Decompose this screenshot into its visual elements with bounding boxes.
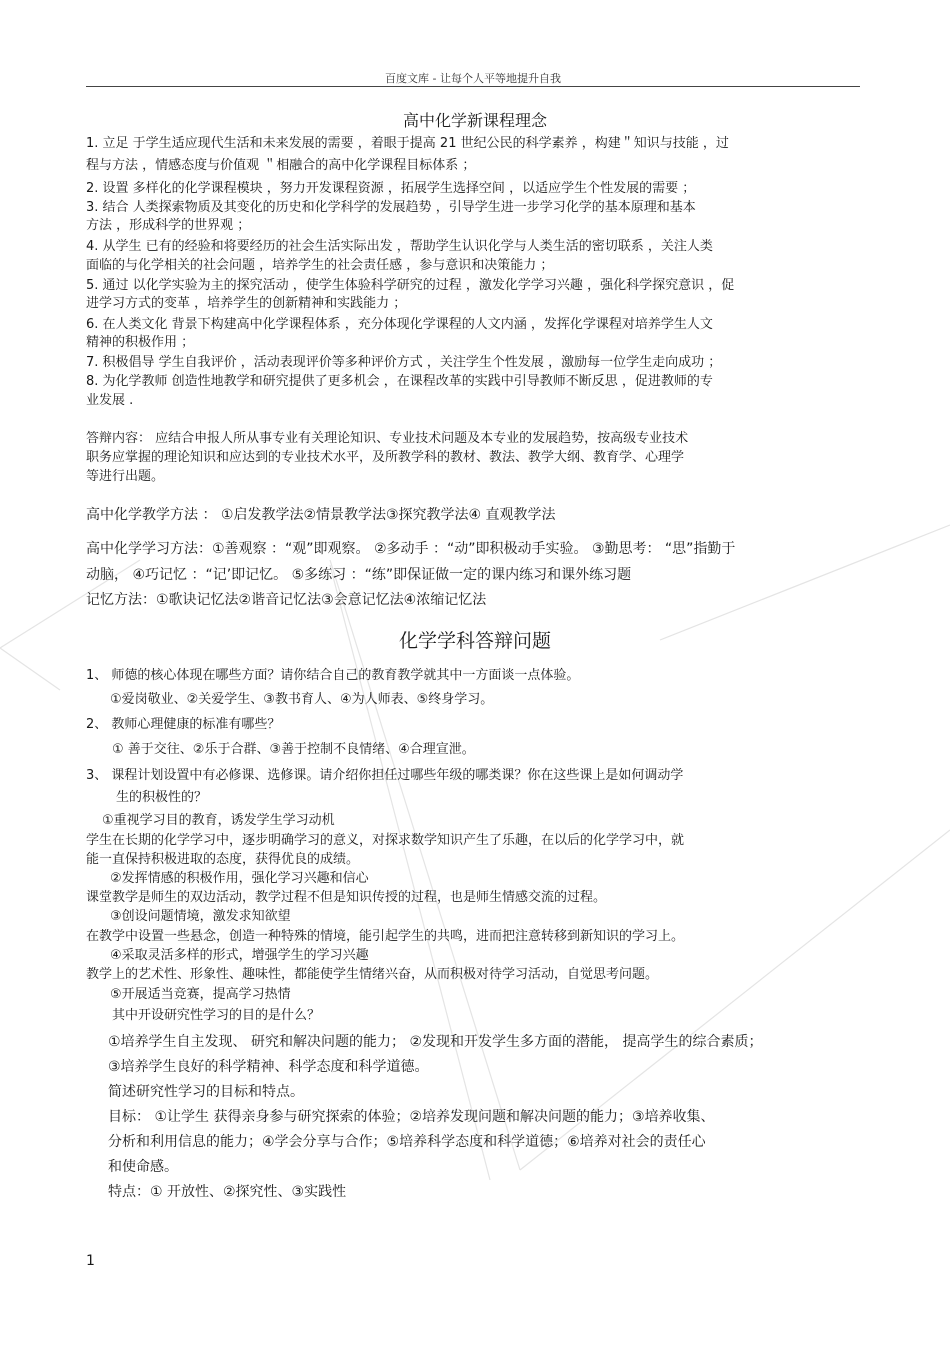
- research-goals: 和使命感。: [108, 1159, 178, 1175]
- answer-3-point: ⑤开展适当竞赛，提高学习热情: [110, 987, 291, 1002]
- answer-content-line: 答辩内容： 应结合申报人所从事专业有关理论知识、专业技术问题及本专业的发展趋势，按高级专业技术: [86, 431, 689, 446]
- section1-line: 1. 立足 于学生适应现代生活和未来发展的需要 ，着眼于提高 21 世纪公民的科学素养 ，构建＂知识与技能 ，过: [86, 136, 729, 151]
- section1-line: 方法 ，形成科学的世界观 ；: [86, 218, 251, 233]
- section1-line: 面临的与化学相关的社会问题 ，培养学生的社会责任感 ，参与意识和决策能力 ；: [86, 258, 554, 273]
- section1-line: 3. 结合 人类探索物质及其变化的历史和化学科学的发展趋势 ，引导学生进一步学习化学的基本原理和基本: [86, 200, 696, 215]
- question-3: 3、 课程计划设置中有必修课、选修课。请介绍你担任过哪些年级的哪类课？你在这些课上是如何调动学: [86, 768, 684, 783]
- page-number: 1: [86, 1253, 95, 1269]
- question-3-cont: 生的积极性的？: [116, 790, 208, 805]
- section1-line: 5. 通过 以化学实验为主的探究活动 ，使学生体验科学研究的过程 ，激发化学学习兴趣 ，强化科学探究意识 ，促: [86, 278, 735, 293]
- answer-3-text: 课堂教学是师生的双边活动，教学过程不但是知识传授的过程，也是师生情感交流的过程。: [86, 890, 607, 905]
- section1-line: 8. 为化学教师 创造性地教学和研究提供了更多机会 ，在课程改革的实践中引导教师不断反思 ，促进教师的专: [86, 374, 713, 389]
- answer-3-point: ②发挥情感的积极作用，强化学习兴趣和信心: [110, 871, 369, 886]
- question-1: 1、 师德的核心体现在哪些方面？请你结合自己的教育教学就其中一方面谈一点体验。: [86, 668, 580, 683]
- section1-line: 7. 积极倡导 学生自我评价 ，活动表现评价等多种评价方式 ，关注学生个性发展 ，激励每一位学生走向成功 ；: [86, 355, 722, 370]
- section2-title: 化学学科答辩问题: [398, 630, 551, 652]
- teaching-methods: 高中化学教学方法 ： ①启发教学法②情景教学法③探究教学法④ 直观教学法: [86, 507, 556, 523]
- section1-line: 2. 设置 多样化的化学课程模块 ，努力开发课程资源 ，拓展学生选择空间 ，以适应学生个性发展的需要 ；: [86, 181, 696, 196]
- page-header: 百度文库 - 让每个人平等地提升自我: [385, 72, 561, 85]
- research-question: 其中开设研究性学习的目的是什么？: [112, 1008, 321, 1023]
- answer-3-point: ③创设问题情境，激发求知欲望: [110, 909, 291, 924]
- answer-2: ① 善于交往、②乐于合群、③善于控制不良情绪、④合理宣泄。: [112, 742, 475, 757]
- answer-content-line: 等进行出题。: [86, 469, 165, 484]
- answer-3-text: 学生在长期的化学学习中，逐步明确学习的意义，对探求数学知识产生了乐趣，在以后的化学学习中，就: [86, 833, 685, 848]
- answer-3-text: 教学上的艺术性、形象性、趣味性，都能使学生情绪兴奋，从而积极对待学习活动，自觉思考问题。: [86, 967, 659, 982]
- research-answer: ③培养学生良好的科学精神、科学态度和科学道德。: [108, 1059, 429, 1075]
- answer-3-text: 能一直保持积极进取的态度，获得优良的成绩。: [86, 852, 360, 867]
- answer-content-line: 职务应掌握的理论知识和应达到的专业技术水平，及所教学科的教材、教法、教学大纲、教育学、心理学: [86, 450, 685, 465]
- section1-line: 4. 从学生 已有的经验和将要经历的社会生活实际出发 ，帮助学生认识化学与人类生活的密切联系 ，关注人类: [86, 239, 713, 254]
- research-features: 特点：① 开放性、②探究性、③实践性: [108, 1184, 347, 1200]
- answer-3-point: ④采取灵活多样的形式，增强学生的学习兴趣: [110, 948, 369, 963]
- learning-methods-cont: 动脑， ④巧记忆 ：“记’即记忆。 ⑤多练习 ：“练”即保证做一定的课内练习和课外练习题: [86, 567, 632, 583]
- section1-line: 进学习方式的变革 ，培养学生的创新精神和实践能力 ；: [86, 296, 407, 311]
- answer-1: ①爱岗敬业、②关爱学生、③教书育人、④为人师表、⑤终身学习。: [110, 692, 494, 707]
- section1-line: 精神的积极作用 ；: [86, 335, 195, 350]
- research-goals: 分析和利用信息的能力；④学会分享与合作；⑤培养科学态度和科学道德；⑥培养对社会的责任心: [108, 1134, 706, 1150]
- section1-line: 业发展 .: [86, 393, 134, 408]
- answer-3-text: 在教学中设置一些悬念，创造一种特殊的情境，能引起学生的共鸣，进而把注意转移到新知识的学习上。: [86, 929, 685, 944]
- question-2: 2、 教师心理健康的标准有哪些？: [86, 717, 281, 732]
- header-divider: [86, 86, 860, 87]
- research-goals-question: 简述研究性学习的目标和特点。: [108, 1084, 304, 1100]
- section1-title: 高中化学新课程理念: [402, 111, 547, 130]
- section1-line: 程与方法 ，情感态度与价值观 ＂相融合的高中化学课程目标体系 ；: [86, 158, 476, 173]
- research-answer: ①培养学生自主发现、 研究和解决问题的能力； ②发现和开发学生多方面的潜能， 提高学生的综合素质；: [108, 1034, 763, 1050]
- memory-methods: 记忆方法：①歌诀记忆法②谐音记忆法③会意记忆法④浓缩记忆法: [86, 592, 487, 608]
- learning-methods: 高中化学学习方法：①善观察 ：“观”即观察。 ②多动手 ：“动”即积极动手实验。 ③勤思考： “思”指勤于: [86, 541, 736, 557]
- research-goals: 目标： ①让学生 获得亲身参与研究探索的体验；②培养发现问题和解决问题的能力；③培养收集、: [108, 1109, 715, 1125]
- section1-line: 6. 在人类文化 背景下构建高中化学课程体系 ，充分体现化学课程的人文内涵 ，发挥化学课程对培养学生人文: [86, 317, 713, 332]
- answer-3-point: ①重视学习目的教育，诱发学生学习动机: [102, 813, 335, 828]
